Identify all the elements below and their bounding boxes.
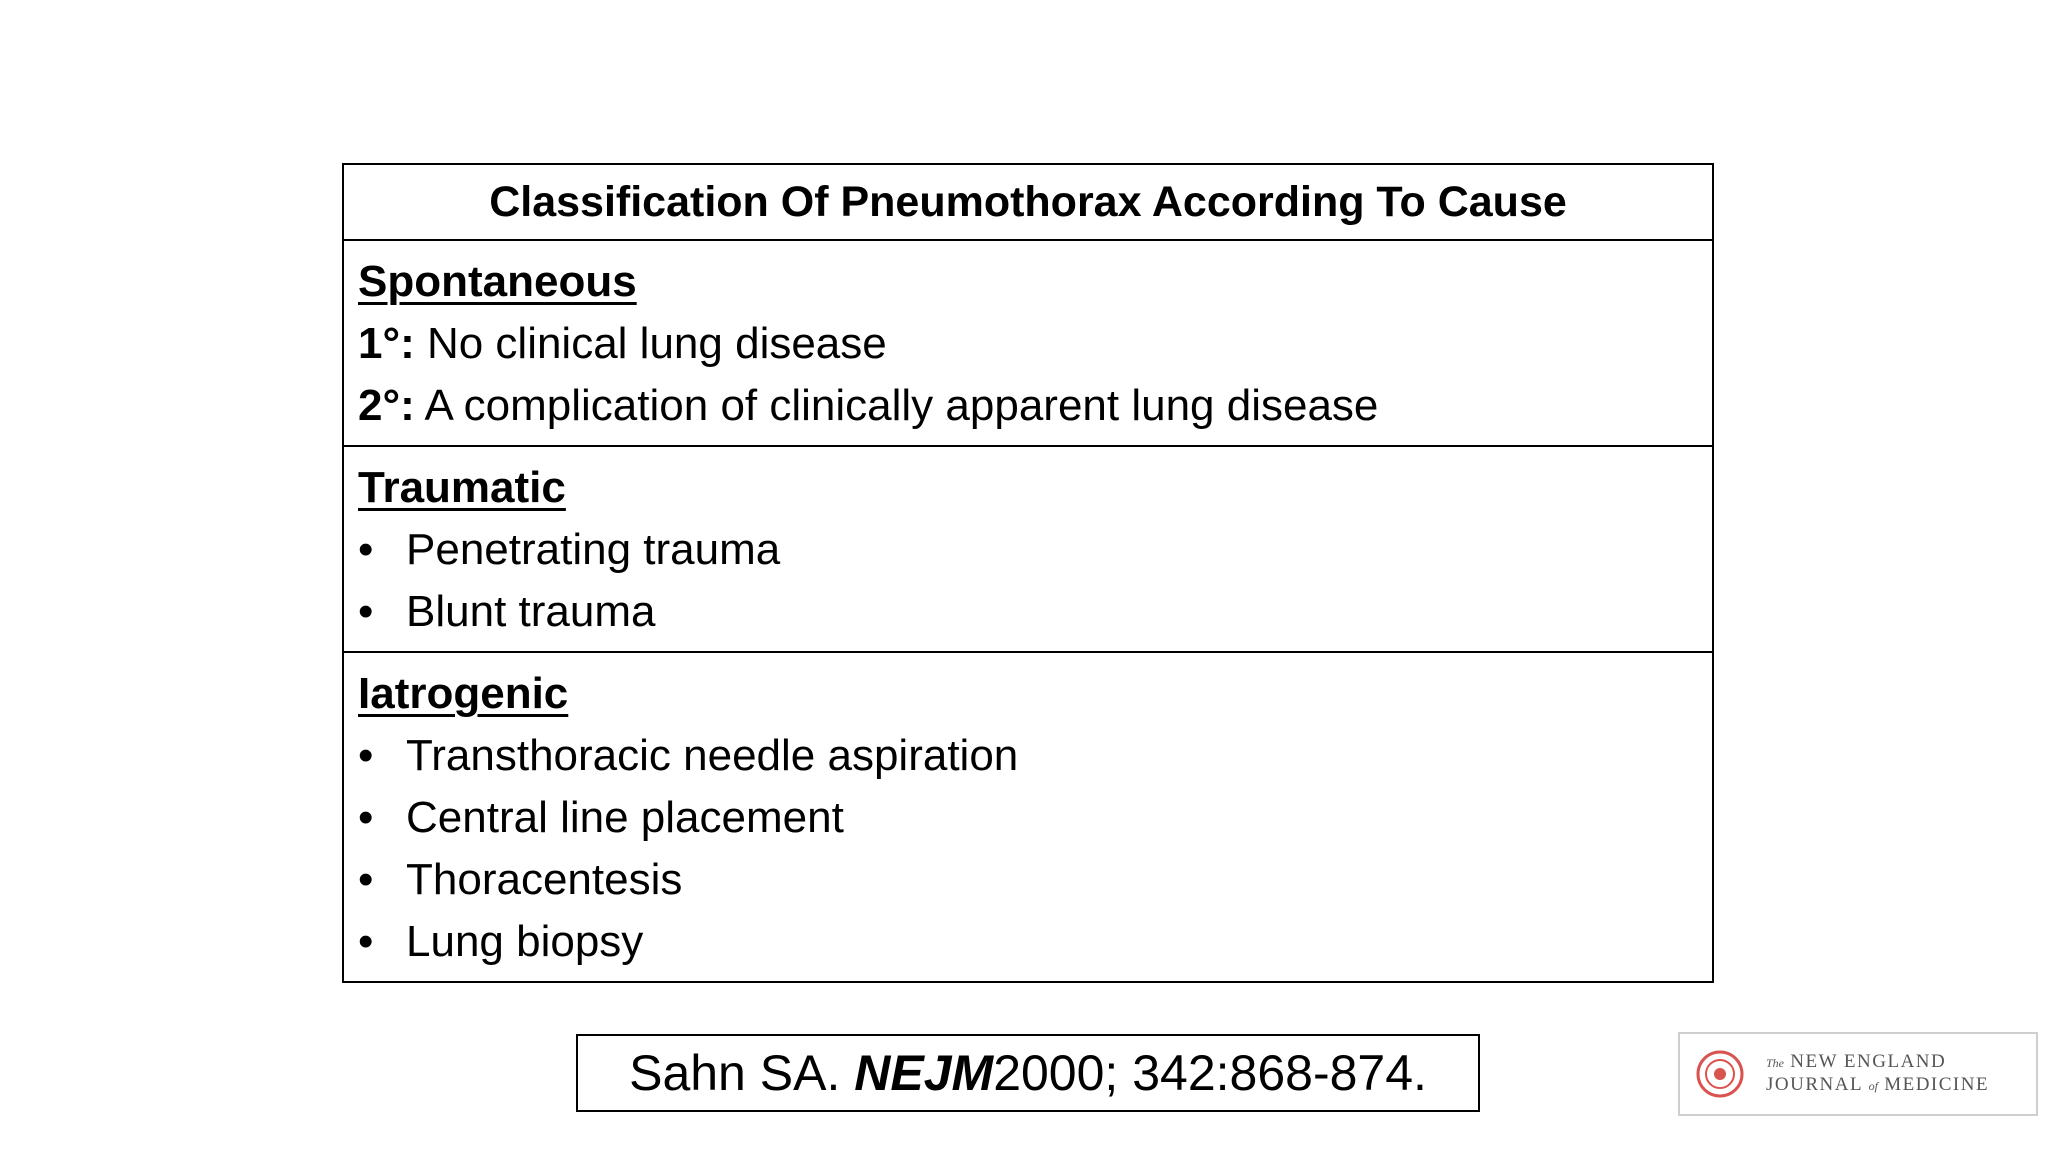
line-prefix: 1°: <box>358 319 415 368</box>
bullet-icon: • <box>358 855 374 904</box>
logo-line1: NEW ENGLAND <box>1784 1051 1947 1072</box>
citation-reference: 2000; 342:868-874. <box>993 1045 1427 1101</box>
bullet-icon: • <box>358 525 374 574</box>
list-item <box>358 849 1698 911</box>
list-item <box>358 519 1698 581</box>
logo-line2b: MEDICINE <box>1877 1074 1990 1095</box>
bullet-icon: • <box>358 793 374 842</box>
bullet-text: Central line placement <box>406 793 844 842</box>
bullet-icon: • <box>358 917 374 966</box>
bullet-text: Thoracentesis <box>406 855 683 904</box>
logo-the: The <box>1766 1056 1784 1070</box>
logo-text <box>1766 1051 1989 1097</box>
bullet-text: Lung biopsy <box>406 917 644 966</box>
list-item <box>358 787 1698 849</box>
section-heading: Spontaneous <box>358 257 637 306</box>
table-title: Classification Of Pneumothorax According To Cause <box>344 165 1712 241</box>
seal-icon <box>1696 1050 1744 1098</box>
bullet-icon: • <box>358 587 374 636</box>
line-text: No clinical lung disease <box>414 319 887 368</box>
logo-line2a: JOURNAL <box>1766 1074 1869 1095</box>
list-item <box>358 313 1698 375</box>
list-item <box>358 725 1698 787</box>
citation-journal: NEJM <box>854 1045 994 1101</box>
line-text: A complication of clinically apparent lung disease <box>414 381 1379 430</box>
section-heading: Traumatic <box>358 463 566 512</box>
bullet-icon: • <box>358 731 374 780</box>
classification-table <box>342 163 1714 983</box>
section-traumatic <box>344 447 1712 653</box>
citation-author: Sahn SA. <box>629 1045 841 1101</box>
nejm-logo <box>1678 1032 2038 1116</box>
section-iatrogenic <box>344 653 1712 981</box>
section-heading: Iatrogenic <box>358 669 569 718</box>
list-item <box>358 581 1698 643</box>
list-item <box>358 375 1698 437</box>
line-prefix: 2°: <box>358 381 415 430</box>
bullet-text: Blunt trauma <box>406 587 656 636</box>
list-item <box>358 911 1698 973</box>
section-spontaneous <box>344 241 1712 447</box>
citation-box <box>576 1034 1480 1112</box>
bullet-text: Penetrating trauma <box>406 525 781 574</box>
bullet-text: Transthoracic needle aspiration <box>406 731 1019 780</box>
logo-of: of <box>1868 1079 1878 1093</box>
